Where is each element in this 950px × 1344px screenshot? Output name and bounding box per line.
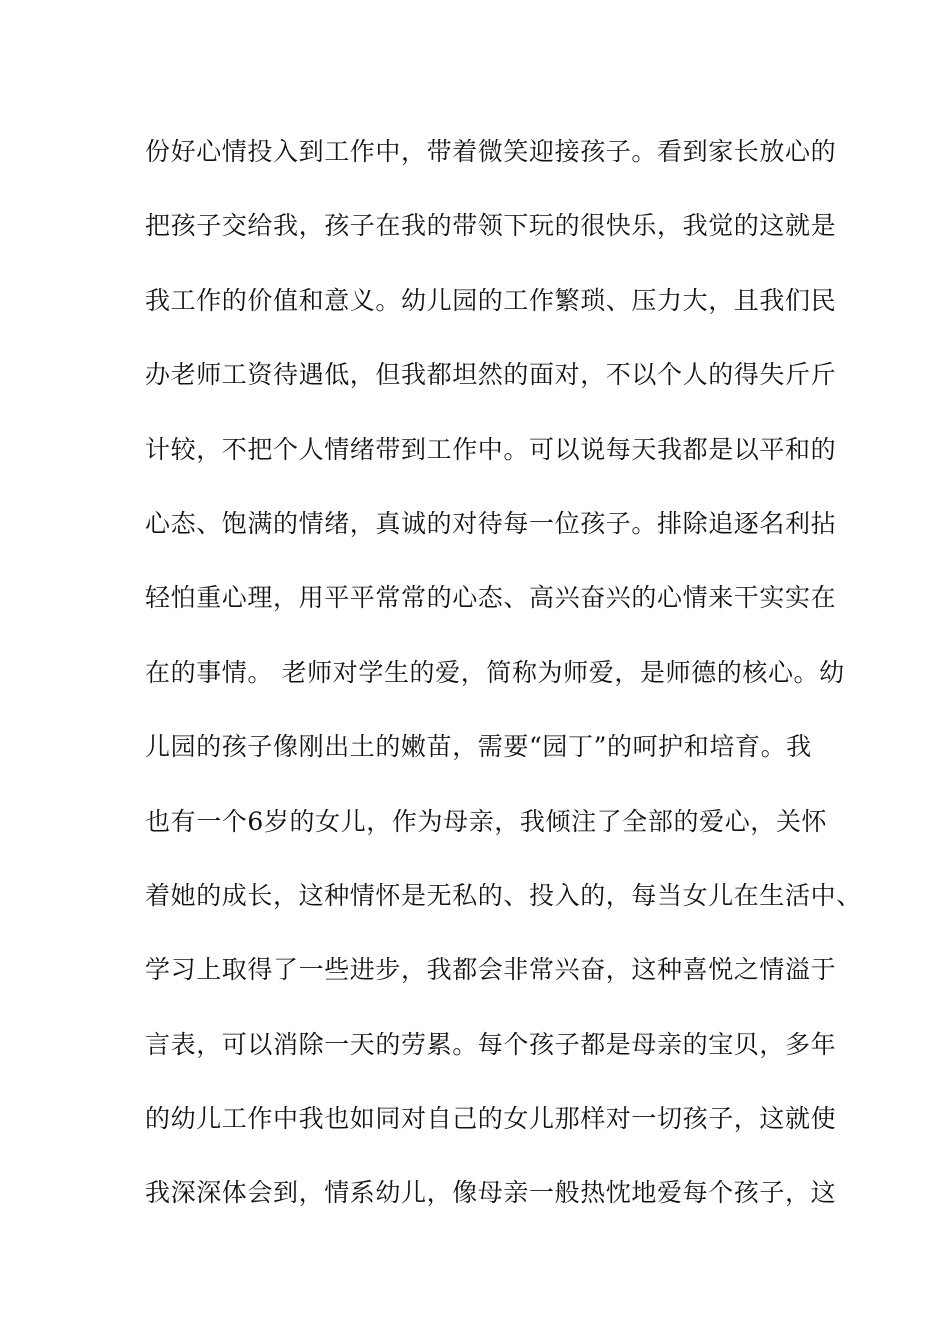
text-line: 言表，可以消除一天的劳累。每个孩子都是母亲的宝贝，多年 [145, 1029, 837, 1059]
text-line: 学习上取得了一些进步，我都会非常兴奋，这种喜悦之情溢于 [145, 955, 837, 985]
text-line: 把孩子交给我，孩子在我的带领下玩的很快乐，我觉的这就是 [145, 211, 837, 241]
text-line: 办老师工资待遇低，但我都坦然的面对，不以个人的得失斤斤 [145, 360, 837, 390]
text-line: 计较，不把个人情绪带到工作中。可以说每天我都是以平和的 [145, 434, 837, 464]
text-line: 在的事情。 老师对学生的爱，简称为师爱，是师德的核心。幼 [145, 657, 845, 687]
text-line: 轻怕重心理，用平平常常的心态、高兴奋兴的心情来干实实在 [145, 583, 837, 613]
text-line: 着她的成长，这种情怀是无私的、投入的，每当女儿在生活中、 [145, 880, 862, 910]
text-line: 儿园的孩子像刚出土的嫩苗，需要“园丁”的呵护和培育。我 [145, 732, 812, 762]
text-line: 也有一个6岁的女儿，作为母亲，我倾注了全部的爱心，关怀 [145, 806, 828, 836]
text-line: 心态、饱满的情绪，真诚的对待每一位孩子。排除追逐名利拈 [145, 508, 837, 538]
text-line: 我工作的价值和意义。幼儿园的工作繁琐、压力大，且我们民 [145, 285, 837, 315]
body-text [145, 130, 862, 1246]
text-line: 份好心情投入到工作中，带着微笑迎接孩子。看到家长放心的 [145, 137, 837, 166]
text-line: 我深深体会到，情系幼儿，像母亲一般热忱地爱每个孩子，这 [145, 1178, 837, 1208]
text-line: 的幼儿工作中我也如同对自己的女儿那样对一切孩子，这就使 [145, 1104, 837, 1134]
